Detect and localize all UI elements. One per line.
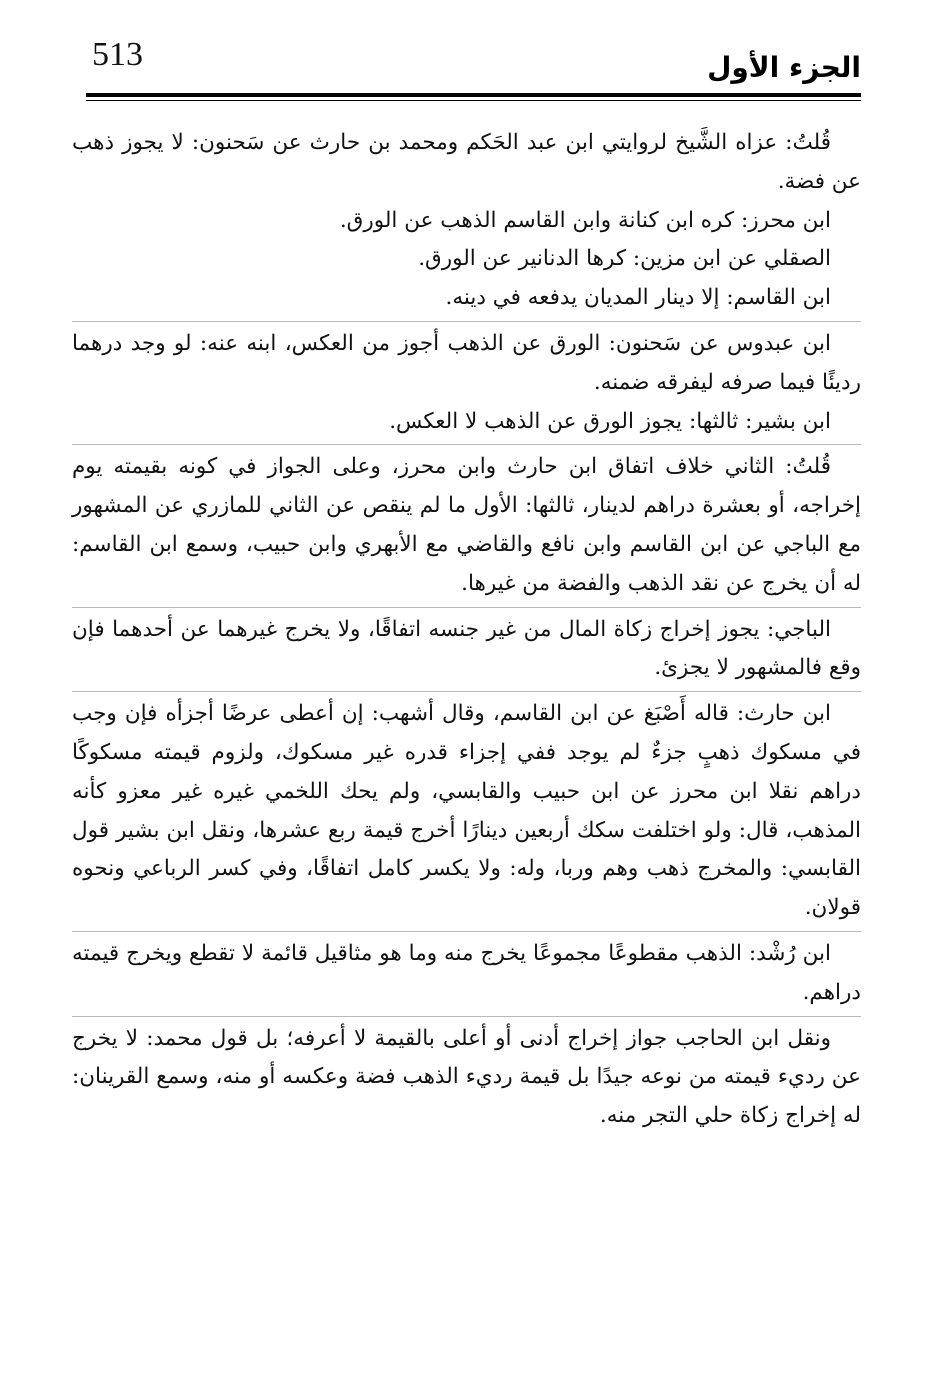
paragraph: ابن رُشْد: الذهب مقطوعًا مجموعًا يخرج منه وما هو مثاقيل قائمة لا تقطع ويخرج قيمته دراهم.: [72, 940, 861, 1005]
paragraph: قُلتُ: عزاه الشَّيخ لروايتي ابن عبد الحَكم ومحمد بن حارث عن سَحنون: لا يجوز ذهب عن فضة.: [72, 130, 861, 194]
page-body: [72, 124, 861, 1136]
running-title: الجزء الأول: [707, 51, 861, 84]
page-number: 513: [92, 36, 143, 73]
paragraph: ابن محرز: كره ابن كنانة وابن القاسم الذهب عن الورق.: [339, 207, 831, 233]
section-divider: [72, 321, 861, 322]
section-divider: [72, 1016, 861, 1017]
paragraph: الصقلي عن ابن مزين: كرها الدنانير عن الورق.: [418, 246, 831, 272]
section-divider: [72, 444, 861, 445]
section-divider: [72, 607, 861, 608]
section-divider: [72, 691, 861, 692]
paragraph: قُلتُ: الثاني خلاف اتفاق ابن حارث وابن محرز، وعلى الجواز في كونه بقيمته يوم إخراجه، أو بعشرة دراهم لدينار، ثالثها: الأول ما لم ينقص عن الثاني للمازري عن المشهور مع الباجي عن ابن القاسم وابن نافع والقاضي مع الأبهري وابن حبيب، وسمع ابن القاسم: له أن يخرج عن نقد الذهب والفضة من غيرها.: [72, 454, 861, 596]
paragraph: ونقل ابن الحاجب جواز إخراج أدنى أو أعلى بالقيمة لا أعرفه؛ بل قول محمد: لا يخرج عن رديء قيمته من نوعه جيدًا بل قيمة رديء الذهب فضة وعكسه أو منه، وسمع القرينان: له إخراج زكاة حلي التجر منه.: [72, 1025, 861, 1129]
paragraph: ابن بشير: ثالثها: يجوز الورق عن الذهب لا العكس.: [389, 408, 831, 434]
header-rule-thin: [86, 100, 861, 101]
section-divider: [72, 931, 861, 932]
paragraph: الباجي: يجوز إخراج زكاة المال من غير جنسه اتفاقًا، ولا يخرج غيرهما عن أحدهما فإن وقع فالمشهور لا يجزئ.: [72, 616, 861, 681]
paragraph: ابن حارث: قاله أَصْبَغ عن ابن القاسم، وقال أشهب: إن أعطى عرضًا أجزأه فإن وجب في مسكوك ذهبٍ جزءٌ لم يوجد ففي إجزاء قدره غير مسكوك، ولزوم قيمته مسكوكًا دراهم نقلا ابن محرز عن ابن حبيب والقابسي، ولم يحك اللخمي غيره غير معزو كأنه المذهب، قال: ولو اختلفت سكك أربعين دينارًا أخرج قيمة ربع عشرها، ونقل ابن بشير قول القابسي: والمخرج ذهب وهم وربا، وله: ولا يكسر كامل اتفاقًا، وفي كسر الرباعي ونحوه قولان.: [72, 701, 861, 921]
paragraph: ابن عبدوس عن سَحنون: الورق عن الذهب أجوز من العكس، ابنه عنه: لو وجد درهما رديئًا فيما صرفه ليفرقه ضمنه.: [72, 330, 861, 395]
header-rule-thick: [86, 93, 861, 97]
paragraph: ابن القاسم: إلا دينار المديان يدفعه في دينه.: [445, 285, 831, 311]
